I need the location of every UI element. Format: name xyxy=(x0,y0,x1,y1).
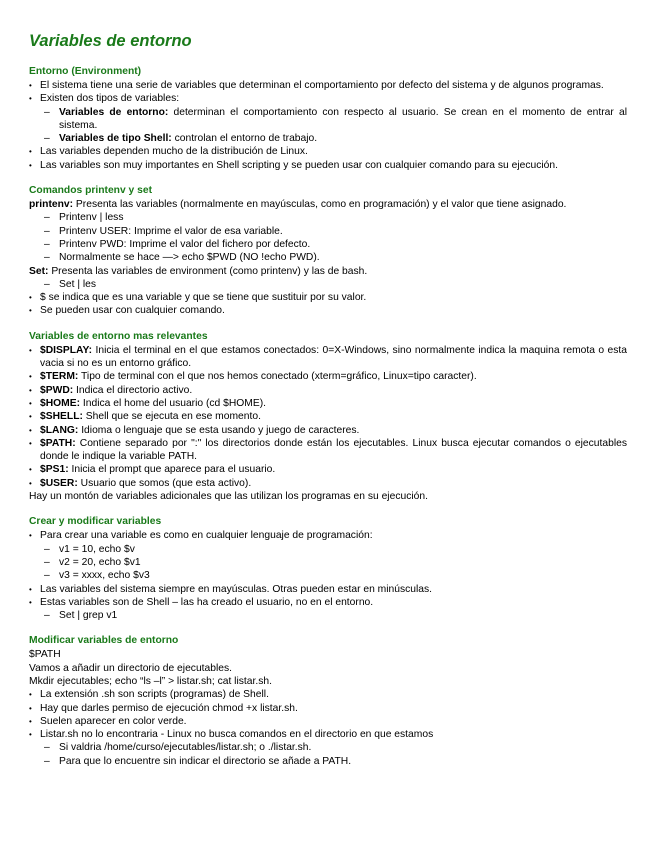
paragraph: Hay un montón de variables adicionales que las utilizan los programas en su ejecución. xyxy=(29,491,428,503)
section-modify-env xyxy=(29,634,627,768)
sub-item: – v3 = xxxx, echo $v3 xyxy=(29,569,627,582)
section-heading: Comandos printenv y set xyxy=(29,185,153,197)
bullet-item: • $PS1: Inicia el prompt que aparece para el usuario. xyxy=(29,463,627,476)
bullet-item: • $DISPLAY: Inicia el terminal en el que estamos conectados: 0=X-Windows, sino normalmente indica la maquina remota o esta vacia si no es un entorno gráfico. xyxy=(29,344,627,371)
sub-item: – Variables de entorno: determinan el comportamiento con respecto al usuario. Se crean en el momento de entrar al sistema. xyxy=(29,106,627,133)
bullet-item: • El sistema tiene una serie de variables que determinan el comportamiento por defecto del sistema y de algunos programas. xyxy=(29,79,627,92)
bullet-item: • Las variables del sistema siempre en mayúsculas. Otras pueden estar en minúsculas. xyxy=(29,583,627,596)
bullet-item: • $ se indica que es una variable y que se tiene que sustituir por su valor. xyxy=(29,291,627,304)
sub-item: – v2 = 20, echo $v1 xyxy=(29,556,627,569)
bullet-item: • $TERM: Tipo de terminal con el que nos hemos conectado (xterm=gráfico, Linux=tipo caracter). xyxy=(29,370,627,383)
bullet-item: • Existen dos tipos de variables: xyxy=(29,92,627,105)
document-page xyxy=(29,31,627,780)
paragraph: Mkdir ejecutables; echo “ls –l” > listar.sh; cat listar.sh. xyxy=(29,675,272,687)
bullet-item: • $PWD: Indica el directorio activo. xyxy=(29,384,627,397)
sub-item: – Set | les xyxy=(29,278,627,291)
paragraph: Set: Presenta las variables de environment (como printenv) y las de bash. xyxy=(29,265,368,277)
sub-item: – Si valdria /home/curso/ejecutables/listar.sh; o ./listar.sh. xyxy=(29,741,627,754)
bullet-item: • Estas variables son de Shell – las ha creado el usuario, no en el entorno. xyxy=(29,596,627,609)
bullet-item: • $LANG: Idioma o lenguaje que se esta usando y juego de caracteres. xyxy=(29,424,627,437)
page-title: Variables de entorno xyxy=(29,32,192,50)
bullet-item: • $PATH: Contiene separado por ":" los directorios donde están los ejecutables. Linux busca ejecutar comandos o ejecutables donde le indique la variable PATH. xyxy=(29,437,627,464)
section-heading: Modificar variables de entorno xyxy=(29,635,179,647)
sub-item: – Variables de tipo Shell: controlan el entorno de trabajo. xyxy=(29,132,627,145)
bullet-item: • Para crear una variable es como en cualquier lenguaje de programación: xyxy=(29,529,627,542)
bullet-item: • La extensión .sh son scripts (programas) de Shell. xyxy=(29,688,627,701)
sub-item: – Printenv PWD: Imprime el valor del fichero por defecto. xyxy=(29,238,627,251)
bullet-item: • $SHELL: Shell que se ejecuta en ese momento. xyxy=(29,410,627,423)
bullet-item: • Se pueden usar con cualquier comando. xyxy=(29,304,627,317)
sub-item: – Normalmente se hace —> echo $PWD (NO !echo PWD). xyxy=(29,251,627,264)
section-relevant-variables xyxy=(29,330,627,504)
bullet-item: • Listar.sh no lo encontraria - Linux no busca comandos en el directorio en que estamos xyxy=(29,728,627,741)
section-heading: Crear y modificar variables xyxy=(29,516,162,528)
sub-item: – Set | grep v1 xyxy=(29,609,627,622)
section-create-modify xyxy=(29,515,627,622)
bullet-item: • $USER: Usuario que somos (que esta activo). xyxy=(29,477,627,490)
section-heading: Entorno (Environment) xyxy=(29,66,142,77)
sub-item: – Printenv | less xyxy=(29,211,627,224)
paragraph: Vamos a añadir un directorio de ejecutables. xyxy=(29,662,233,674)
sub-item: – v1 = 10, echo $v xyxy=(29,543,627,556)
bullet-item: • Hay que darles permiso de ejecución chmod +x listar.sh. xyxy=(29,702,627,715)
sub-item: – Para que lo encuentre sin indicar el directorio se añade a PATH. xyxy=(29,755,627,768)
bullet-item: • Las variables dependen mucho de la distribución de Linux. xyxy=(29,145,627,158)
section-heading: Variables de entorno mas relevantes xyxy=(29,330,208,342)
paragraph: printenv: Presenta las variables (normalmente en mayúsculas, como en programación) y el valor que tiene asignado. xyxy=(29,199,567,211)
bullet-item: • Suelen aparecer en color verde. xyxy=(29,715,627,728)
sub-item: – Printenv USER: Imprime el valor de esa variable. xyxy=(29,225,627,238)
section-printenv-set xyxy=(29,184,627,318)
paragraph: $PATH xyxy=(29,649,61,661)
section-entorno xyxy=(29,65,627,172)
bullet-item: • $HOME: Indica el home del usuario (cd $HOME). xyxy=(29,397,627,410)
bullet-item: • Las variables son muy importantes en Shell scripting y se pueden usar con cualquier comando para su ejecución. xyxy=(29,159,627,172)
